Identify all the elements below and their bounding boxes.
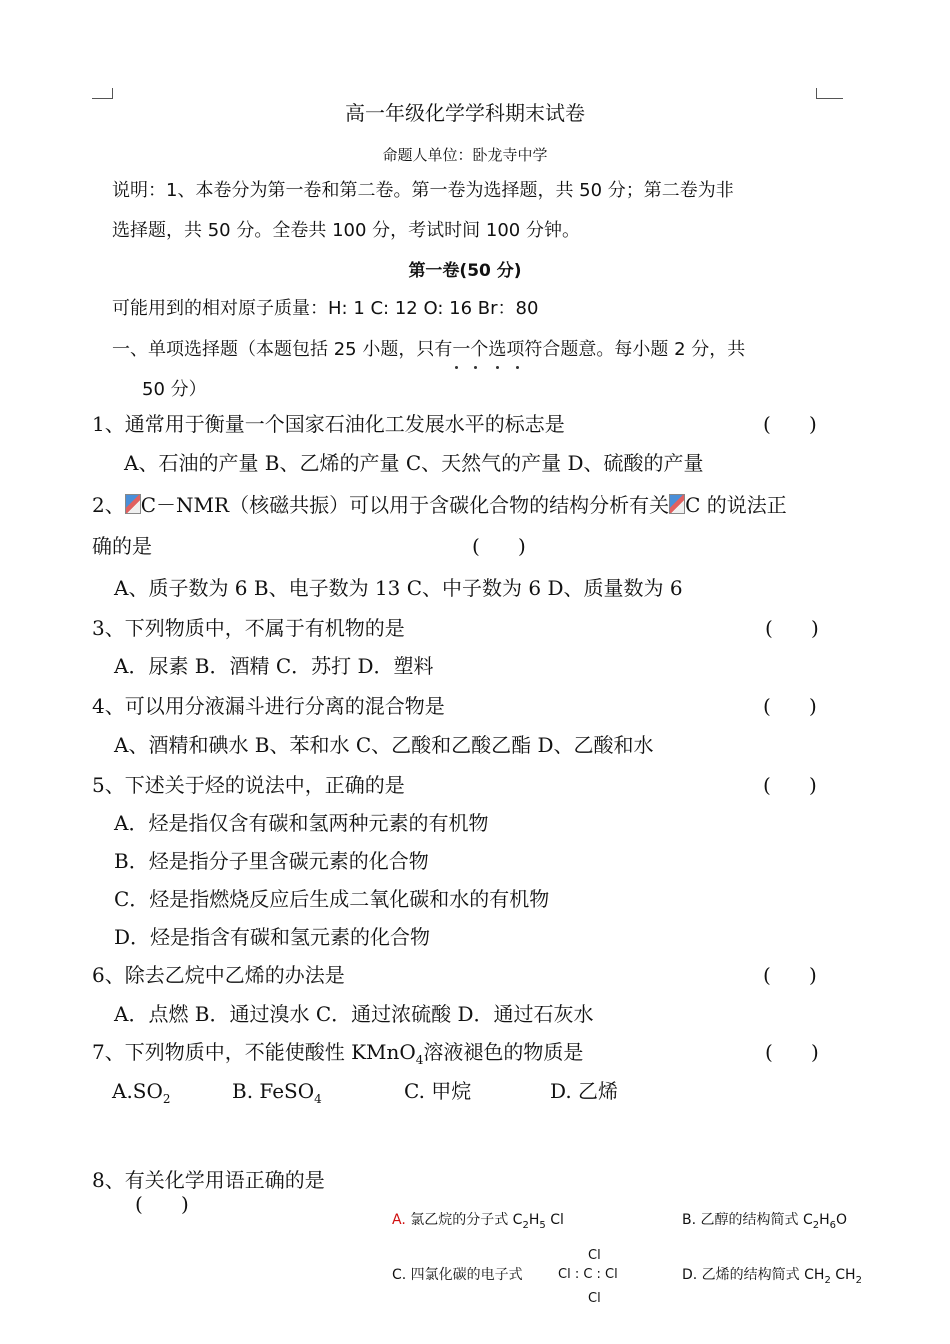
electron-formula-middle: Cl : C : Cl bbox=[558, 1267, 618, 1282]
question-5-stem: 5、下述关于烃的说法中，正确的是 bbox=[92, 773, 405, 797]
answer-paren: ( ) bbox=[763, 412, 817, 436]
atomic-mass-line: 可能用到的相对原子质量：H: 1 C: 12 O: 16 Br：80 bbox=[112, 298, 539, 319]
question-5-option-c: C．烃是指燃烧反应后生成二氧化碳和水的有机物 bbox=[114, 887, 550, 911]
option-text: H bbox=[528, 1212, 540, 1228]
question-2-stem bbox=[92, 493, 787, 517]
answer-paren: ( ) bbox=[763, 963, 817, 987]
question-6-stem: 6、除去乙烷中乙烯的办法是 bbox=[92, 963, 345, 987]
question-2-number: 2、 bbox=[92, 493, 125, 517]
section-heading: 第一卷(50 分) bbox=[408, 261, 522, 281]
corner-mark-top-right bbox=[816, 88, 843, 99]
subscript: 6 bbox=[829, 1219, 837, 1231]
exam-title: 高一年级化学学科期末试卷 bbox=[345, 101, 585, 125]
question-7-option-a bbox=[112, 1079, 171, 1111]
instructions-line-1: 说明：1、本卷分为第一卷和第二卷。第一卷为选择题，共 50 分；第二卷为非 bbox=[112, 180, 734, 201]
author-line: 命题人单位：卧龙寺中学 bbox=[382, 146, 548, 164]
option-text: O bbox=[836, 1212, 848, 1228]
part1-line-2: 50 分） bbox=[142, 379, 207, 400]
answer-paren: ( ) bbox=[472, 534, 526, 558]
question-7-stem-start: 7、下列物质中，不能使酸性 KMnO bbox=[92, 1040, 416, 1064]
question-4-stem: 4、可以用分液漏斗进行分离的混合物是 bbox=[92, 694, 445, 718]
electron-formula-top-cl: Cl bbox=[588, 1248, 601, 1263]
broken-image-icon bbox=[669, 494, 685, 514]
option-text: B. 乙醇的结构简式 C bbox=[682, 1212, 813, 1228]
question-8-option-d bbox=[682, 1263, 862, 1293]
option-text: CH bbox=[830, 1267, 856, 1283]
option-text: 氯乙烷的分子式 C bbox=[410, 1212, 523, 1228]
subscript: 2 bbox=[855, 1274, 862, 1286]
option-text: A.SO bbox=[112, 1079, 163, 1103]
option-text: H bbox=[819, 1212, 830, 1228]
part1-line-1: 一、单项选择题（本题包括 25 小题，只有一个选项符合题意。每小题 2 分，共 bbox=[112, 339, 746, 360]
question-7-option-c: C. 甲烷 bbox=[404, 1079, 472, 1103]
answer-paren: ( ) bbox=[135, 1192, 189, 1216]
subscript: 2 bbox=[162, 1092, 171, 1106]
question-4-options: A、酒精和碘水 B、苯和水 C、乙酸和乙酸乙酯 D、乙酸和水 bbox=[114, 733, 654, 757]
question-2-options: A、质子数为 6 B、电子数为 13 C、中子数为 6 D、质量数为 6 bbox=[114, 576, 683, 600]
corner-mark-top-left bbox=[92, 88, 113, 99]
emphasis-dot bbox=[516, 366, 519, 369]
answer-paren: ( ) bbox=[763, 694, 817, 718]
broken-image-icon bbox=[125, 494, 141, 514]
instructions-line-2: 选择题，共 50 分。全卷共 100 分，考试时间 100 分钟。 bbox=[112, 220, 580, 241]
emphasis-dot bbox=[496, 366, 499, 369]
subscript: 2 bbox=[824, 1274, 831, 1286]
question-8-option-b bbox=[682, 1208, 847, 1238]
question-7-stem bbox=[92, 1040, 583, 1072]
question-7-option-b bbox=[232, 1079, 322, 1111]
answer-paren: ( ) bbox=[763, 773, 817, 797]
question-2-stem-line-2: 确的是 bbox=[92, 534, 152, 558]
question-7-option-d: D. 乙烯 bbox=[550, 1079, 619, 1103]
option-letter: A. bbox=[392, 1212, 406, 1228]
subscript: 2 bbox=[812, 1219, 820, 1231]
question-7-stem-end: 溶液褪色的物质是 bbox=[423, 1040, 584, 1064]
emphasis-dot bbox=[474, 366, 477, 369]
subscript: 4 bbox=[314, 1092, 322, 1106]
answer-paren: ( ) bbox=[765, 1040, 819, 1064]
question-3-options: A．尿素 B．酒精 C．苏打 D．塑料 bbox=[114, 654, 434, 678]
question-2-stem-end: C 的说法正 bbox=[685, 493, 787, 517]
question-6-options: A．点燃 B．通过溴水 C．通过浓硫酸 D．通过石灰水 bbox=[114, 1002, 594, 1026]
question-3-stem: 3、下列物质中，不属于有机物的是 bbox=[92, 616, 405, 640]
option-text: B. FeSO bbox=[232, 1079, 315, 1103]
question-8-stem: 8、有关化学用语正确的是 bbox=[92, 1168, 325, 1192]
question-2-stem-middle: C－NMR（核磁共振）可以用于含碳化合物的结构分析有关 bbox=[140, 493, 670, 517]
question-1-options: A、石油的产量 B、乙烯的产量 C、天然气的产量 D、硫酸的产量 bbox=[124, 451, 704, 475]
subscript: 5 bbox=[539, 1219, 546, 1231]
subscript: 4 bbox=[415, 1053, 424, 1067]
subscript: 2 bbox=[522, 1219, 529, 1231]
option-text: D. 乙烯的结构简式 CH bbox=[682, 1267, 825, 1283]
question-8-option-c: C. 四氯化碳的电子式 bbox=[392, 1267, 523, 1283]
question-8-option-a bbox=[392, 1208, 564, 1238]
question-5-option-a: A．烃是指仅含有碳和氢两种元素的有机物 bbox=[114, 811, 489, 835]
question-5-option-b: B．烃是指分子里含碳元素的化合物 bbox=[114, 849, 429, 873]
question-1-stem: 1、通常用于衡量一个国家石油化工发展水平的标志是 bbox=[92, 412, 565, 436]
answer-paren: ( ) bbox=[765, 616, 819, 640]
electron-formula-bottom-cl: Cl bbox=[588, 1291, 601, 1306]
emphasis-dot bbox=[455, 366, 458, 369]
option-text: Cl bbox=[545, 1212, 564, 1228]
question-5-option-d: D．烃是指含有碳和氢元素的化合物 bbox=[114, 925, 431, 949]
